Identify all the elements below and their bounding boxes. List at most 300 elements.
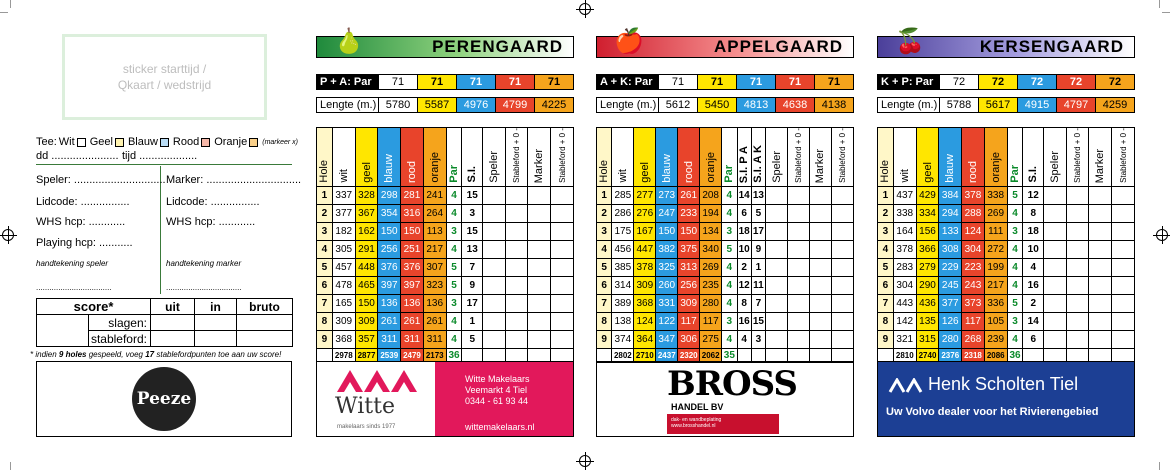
si-cell: 15 [462,186,482,204]
signature-marker-line[interactable]: .................................. [166,283,242,292]
speler-score-cell[interactable] [1043,240,1066,258]
stableford-bruto-cell[interactable] [237,331,293,347]
marker-stableford-cell[interactable] [551,312,574,330]
marker-score-cell[interactable] [1089,240,1112,258]
distance-cell: 235 [700,276,722,294]
speler-stableford-cell[interactable] [505,294,528,312]
marker-score-cell[interactable] [1089,312,1112,330]
bross-sub: HANDEL BV [671,402,724,412]
whs-marker-field[interactable]: WHS hcp: ............ [166,216,256,228]
si-cell: 13 [462,240,482,258]
bross-logo-text: BROSS [667,364,797,404]
speler-score-cell[interactable] [766,312,788,330]
stableford-in-cell[interactable] [195,331,237,347]
speler-score-cell[interactable] [766,258,788,276]
distance-cell: 347 [656,330,678,348]
distance-cell: 285 [612,186,634,204]
scorecard-grid [316,127,574,363]
marker-stableford-cell[interactable] [1112,222,1135,240]
date-field[interactable]: dd ...................... [36,150,119,162]
marker-score-cell[interactable] [528,276,551,294]
registration-mark-bottom [579,455,591,467]
speler-score-cell[interactable] [766,186,788,204]
column-header-label: rood [405,160,418,183]
hole-number: 8 [878,312,894,330]
column-header-label: Stableford + 0 - [1073,128,1083,183]
si-cell: 13 [751,186,765,204]
si-cell: 10 [1023,240,1043,258]
column-header [831,128,853,187]
column-header [751,128,765,187]
score-blank [37,315,89,347]
column-header [1043,128,1066,187]
column-header-label: Speler [1048,151,1061,183]
bross-tag: dak- en wandbeplating [671,417,722,423]
par-cell: 3 [446,222,462,240]
distance-cell: 368 [332,330,355,348]
column-header-label: Marker [814,148,827,183]
stableford-uit-cell[interactable] [151,331,195,347]
marker-stableford-cell[interactable] [551,276,574,294]
hole-row [878,294,1135,312]
speler-stableford-cell[interactable] [505,312,528,330]
si-cell: 6 [737,204,751,222]
si-cell: 7 [751,294,765,312]
hole-number: 2 [597,204,612,222]
speler-score-cell[interactable] [766,222,788,240]
hole-row [597,294,854,312]
distance-cell: 217 [984,276,1007,294]
speler-score-cell[interactable] [766,240,788,258]
henk-scholten-logo-icon [888,378,924,394]
distance-cell: 251 [401,240,424,258]
distance-cell: 378 [962,186,985,204]
cut-line [10,462,11,470]
marker-stableford-cell[interactable] [831,204,853,222]
registration-mark-left [2,229,14,241]
hole-row [317,204,574,222]
marker-score-cell[interactable] [528,294,551,312]
hole-number: 3 [878,222,894,240]
hole-row [317,258,574,276]
hole-row [878,186,1135,204]
column-header [355,128,378,187]
marker-stableford-cell[interactable] [551,240,574,258]
column-header-label: blauw [944,154,957,183]
speler-stableford-cell[interactable] [505,240,528,258]
column-header [984,128,1007,187]
total-distance: 2173 [423,348,446,362]
column-header-label: geel [638,162,651,183]
par-cell: 4 [722,258,737,276]
hole-number: 9 [878,330,894,348]
marker-score-cell[interactable] [1089,258,1112,276]
distance-cell: 325 [656,258,678,276]
stableford-label: stableford: [89,331,151,347]
marker-score-cell[interactable] [809,204,831,222]
distance-cell: 366 [916,240,939,258]
hole-number: 1 [597,186,612,204]
witte-roof-icon [337,370,417,392]
marker-score-cell[interactable] [528,240,551,258]
time-field[interactable]: tijd ................... [122,150,198,162]
distance-cell: 239 [984,330,1007,348]
distance-cell: 305 [332,240,355,258]
distance-cell: 309 [355,312,378,330]
distance-cell: 376 [401,258,424,276]
speler-score-cell[interactable] [1043,258,1066,276]
par-cell: 5 [722,240,737,258]
course-title: PERENGAARD [316,36,574,58]
distance-cell: 279 [916,258,939,276]
marker-stableford-cell[interactable] [1112,258,1135,276]
distance-cell: 117 [700,312,722,330]
distance-cell: 150 [656,222,678,240]
marker-score-cell[interactable] [809,330,831,348]
marker-stableford-cell[interactable] [831,276,853,294]
slagen-in-cell[interactable] [195,315,237,331]
column-header [446,128,462,187]
speler-score-cell[interactable] [482,204,505,222]
marker-score-cell[interactable] [1089,186,1112,204]
tee-checkbox-oranje[interactable] [249,138,258,147]
si-cell: 16 [737,312,751,330]
distance-cell: 308 [939,240,962,258]
hole-number: 2 [878,204,894,222]
column-header-label: rood [682,160,695,183]
speler-score-cell[interactable] [1043,276,1066,294]
marker-score-cell[interactable] [809,294,831,312]
distance-cell: 261 [678,186,700,204]
marker-stableford-cell[interactable] [551,258,574,276]
footnote-text: stablefordpunten toe aan uw score! [154,350,282,359]
column-header [678,128,700,187]
speler-stableford-cell[interactable] [1066,276,1089,294]
marker-stableford-cell[interactable] [551,204,574,222]
distance-cell: 136 [401,294,424,312]
marker-stableford-cell[interactable] [1112,240,1135,258]
par-cell: 4 [446,186,462,204]
speler-stableford-cell[interactable] [505,276,528,294]
footnote-text: * indien [30,350,59,359]
marker-stableford-cell[interactable] [1112,312,1135,330]
marker-score-cell[interactable] [1089,276,1112,294]
tee-checkbox-blauw[interactable] [160,138,169,147]
apple-icon: 🍎 [614,28,644,55]
par-value: 71 [535,75,573,89]
marker-score-cell[interactable] [528,258,551,276]
speler-stableford-cell[interactable] [1066,330,1089,348]
marker-stableford-cell[interactable] [831,294,853,312]
speler-score-cell[interactable] [1043,312,1066,330]
speler-score-cell[interactable] [766,294,788,312]
column-header [505,128,528,187]
hole-number: 6 [878,276,894,294]
distance-cell: 208 [700,186,722,204]
peeze-logo [132,367,196,431]
speler-stableford-cell[interactable] [505,222,528,240]
distance-cell: 373 [962,294,985,312]
par-cell: 3 [1007,222,1023,240]
witte-logo-text: Witte [335,394,395,419]
tee-checkbox-rood[interactable] [201,138,210,147]
si-cell: 12 [737,276,751,294]
hole-row [317,240,574,258]
marker-score-cell[interactable] [528,312,551,330]
playing-hcp-field[interactable]: Playing hcp: ........... [36,237,133,249]
column-header-label: Marker [533,148,546,183]
lengte-value: 4976 [457,98,496,112]
distance-cell: 122 [656,312,678,330]
marker-score-cell[interactable] [528,222,551,240]
cut-line [1162,12,1170,13]
distance-cell: 273 [656,186,678,204]
footnote-bold: 9 holes [58,350,87,359]
marker-stableford-cell[interactable] [831,258,853,276]
marker-stableford-cell[interactable] [1112,276,1135,294]
marker-stableford-cell[interactable] [1112,204,1135,222]
speler-score-cell[interactable] [482,312,505,330]
speler-stableford-cell[interactable] [505,258,528,276]
hole-row [597,330,854,348]
lengte-value: 4225 [535,98,573,112]
par-cell: 4 [1007,330,1023,348]
speler-stableford-cell[interactable] [505,186,528,204]
speler-stableford-cell[interactable] [788,240,810,258]
marker-score-cell[interactable] [809,240,831,258]
marker-stableford-cell[interactable] [551,222,574,240]
tee-option-wit: Wit [58,136,75,148]
par-value: 71 [737,75,776,89]
speler-score-cell[interactable] [1043,330,1066,348]
speler-stableford-cell[interactable] [788,330,810,348]
slagen-uit-cell[interactable] [151,315,195,331]
par-cell: 5 [1007,294,1023,312]
hole-row [317,312,574,330]
marker-stableford-cell[interactable] [1112,330,1135,348]
witte-line: Veemarkt 4 Tiel [465,385,528,395]
bross-tag-bar [667,414,779,434]
marker-stableford-cell[interactable] [1112,294,1135,312]
par-cell: 4 [1007,258,1023,276]
marker-score-cell[interactable] [809,312,831,330]
total-distance: 2318 [962,348,985,362]
distance-cell: 443 [893,294,916,312]
si-cell: 11 [751,276,765,294]
marker-stableford-cell[interactable] [551,186,574,204]
par-cell: 4 [722,204,737,222]
hole-row [878,312,1135,330]
column-header [939,128,962,187]
marker-score-cell[interactable] [1089,204,1112,222]
speler-score-cell[interactable] [1043,204,1066,222]
distance-cell: 283 [893,258,916,276]
cut-line [0,12,8,13]
distance-cell: 164 [893,222,916,240]
total-par: 36 [1007,348,1023,362]
distance-cell: 162 [355,222,378,240]
speler-stableford-cell[interactable] [1066,240,1089,258]
marker-stableford-cell[interactable] [831,222,853,240]
speler-score-cell[interactable] [1043,294,1066,312]
speler-stableford-cell[interactable] [1066,222,1089,240]
distance-cell: 338 [893,204,916,222]
speler-stableford-cell[interactable] [788,258,810,276]
bross-web[interactable]: www.brosshandel.nl [671,423,716,429]
lidcode-marker-field[interactable]: Lidcode: ................ [166,196,260,208]
distance-cell: 290 [916,276,939,294]
speler-field[interactable]: Speler: .............................. [36,174,166,186]
distance-cell: 389 [612,294,634,312]
hole-row [878,222,1135,240]
speler-stableford-cell[interactable] [505,330,528,348]
distance-cell: 105 [984,312,1007,330]
marker-stableford-cell[interactable] [551,330,574,348]
distance-cell: 357 [355,330,378,348]
hole-number: 7 [878,294,894,312]
si-cell: 8 [1023,204,1043,222]
speler-stableford-cell[interactable] [1066,312,1089,330]
speler-stableford-cell[interactable] [788,186,810,204]
registration-mark-top [579,3,591,15]
whs-speler-field[interactable]: WHS hcp: ............ [36,216,126,228]
marker-score-cell[interactable] [528,186,551,204]
distance-cell: 378 [634,258,656,276]
distance-cell: 337 [332,186,355,204]
column-header [528,128,551,187]
distance-cell: 298 [378,186,401,204]
distance-cell: 150 [355,294,378,312]
marker-stableford-cell[interactable] [1112,186,1135,204]
speler-stableford-cell[interactable] [788,204,810,222]
tee-option-rood: Rood [172,136,200,148]
speler-stableford-cell[interactable] [1066,294,1089,312]
distance-cell: 134 [700,222,722,240]
column-header-label: Par [1009,165,1022,183]
registration-mark-right [1156,229,1168,241]
speler-score-cell[interactable] [482,330,505,348]
speler-score-cell[interactable] [482,294,505,312]
marker-stableford-cell[interactable] [831,330,853,348]
signature-speler-line[interactable]: .................................. [36,283,112,292]
speler-stableford-cell[interactable] [1066,186,1089,204]
distance-cell: 245 [939,276,962,294]
marker-score-cell[interactable] [809,222,831,240]
tee-checkbox-geel[interactable] [115,138,124,147]
total-distance: 2062 [700,348,722,362]
si-cell: 12 [1023,186,1043,204]
distance-cell: 280 [939,330,962,348]
hole-number: 7 [317,294,333,312]
lidcode-speler-field[interactable]: Lidcode: ................ [36,196,130,208]
si-cell: 4 [737,330,751,348]
footnote [30,350,281,359]
par-value: 72 [979,75,1018,89]
marker-stableford-cell[interactable] [831,186,853,204]
distance-cell: 291 [355,240,378,258]
hole-row [597,204,854,222]
speler-score-cell[interactable] [482,222,505,240]
speler-stableford-cell[interactable] [505,204,528,222]
speler-score-cell[interactable] [482,240,505,258]
speler-score-cell[interactable] [766,330,788,348]
sponsor-ad [596,361,854,437]
speler-stableford-cell[interactable] [788,222,810,240]
hole-row [317,330,574,348]
speler-score-cell[interactable] [482,276,505,294]
distance-cell: 448 [355,258,378,276]
distance-cell: 316 [401,204,424,222]
speler-stableford-cell[interactable] [1066,204,1089,222]
total-distance: 2802 [612,348,634,362]
marker-score-cell[interactable] [1089,222,1112,240]
speler-score-cell[interactable] [482,258,505,276]
distance-cell: 354 [378,204,401,222]
slagen-bruto-cell[interactable] [237,315,293,331]
marker-score-cell[interactable] [809,186,831,204]
distance-cell: 199 [984,258,1007,276]
lengte-value: 5612 [659,98,698,112]
speler-stableford-cell[interactable] [788,312,810,330]
distance-cell: 313 [678,258,700,276]
witte-web[interactable]: wittemakelaars.nl [465,422,535,432]
marker-score-cell[interactable] [1089,330,1112,348]
distance-cell: 304 [893,276,916,294]
marker-score-cell[interactable] [809,276,831,294]
distance-cell: 465 [355,276,378,294]
marker-score-cell[interactable] [809,258,831,276]
marker-score-cell[interactable] [1089,294,1112,312]
course-title: APPELGAARD [596,36,854,58]
si-cell: 1 [751,258,765,276]
speler-score-cell[interactable] [1043,222,1066,240]
speler-stableford-cell[interactable] [1066,258,1089,276]
marker-stableford-cell[interactable] [831,240,853,258]
speler-stableford-cell[interactable] [788,294,810,312]
distance-cell: 247 [656,204,678,222]
slagen-label: slagen: [89,315,151,331]
sticker-line: sticker starttijd / [122,62,207,76]
speler-score-cell[interactable] [766,204,788,222]
lengte-value: 4797 [1057,98,1096,112]
speler-score-cell[interactable] [1043,186,1066,204]
distance-cell: 331 [656,294,678,312]
speler-score-cell[interactable] [482,186,505,204]
par-value: 71 [496,75,535,89]
column-header-label: wit [337,169,350,183]
speler-stableford-cell[interactable] [788,276,810,294]
distance-cell: 277 [634,186,656,204]
speler-score-cell[interactable] [766,276,788,294]
marker-stableford-cell[interactable] [551,294,574,312]
distance-cell: 328 [355,186,378,204]
marker-field[interactable]: Marker: ............................... [166,174,302,186]
tee-checkbox-wit[interactable] [77,138,86,147]
marker-stableford-cell[interactable] [831,312,853,330]
distance-cell: 269 [700,258,722,276]
distance-cell: 261 [423,312,446,330]
column-header [1089,128,1112,187]
column-header [737,128,751,187]
distance-cell: 375 [678,240,700,258]
column-header-label: geel [360,162,373,183]
in-header: in [195,299,237,315]
column-header [766,128,788,187]
marker-score-cell[interactable] [528,330,551,348]
marker-score-cell[interactable] [528,204,551,222]
hole-number: 4 [317,240,333,258]
column-header-label: S.I. P A [738,145,751,183]
